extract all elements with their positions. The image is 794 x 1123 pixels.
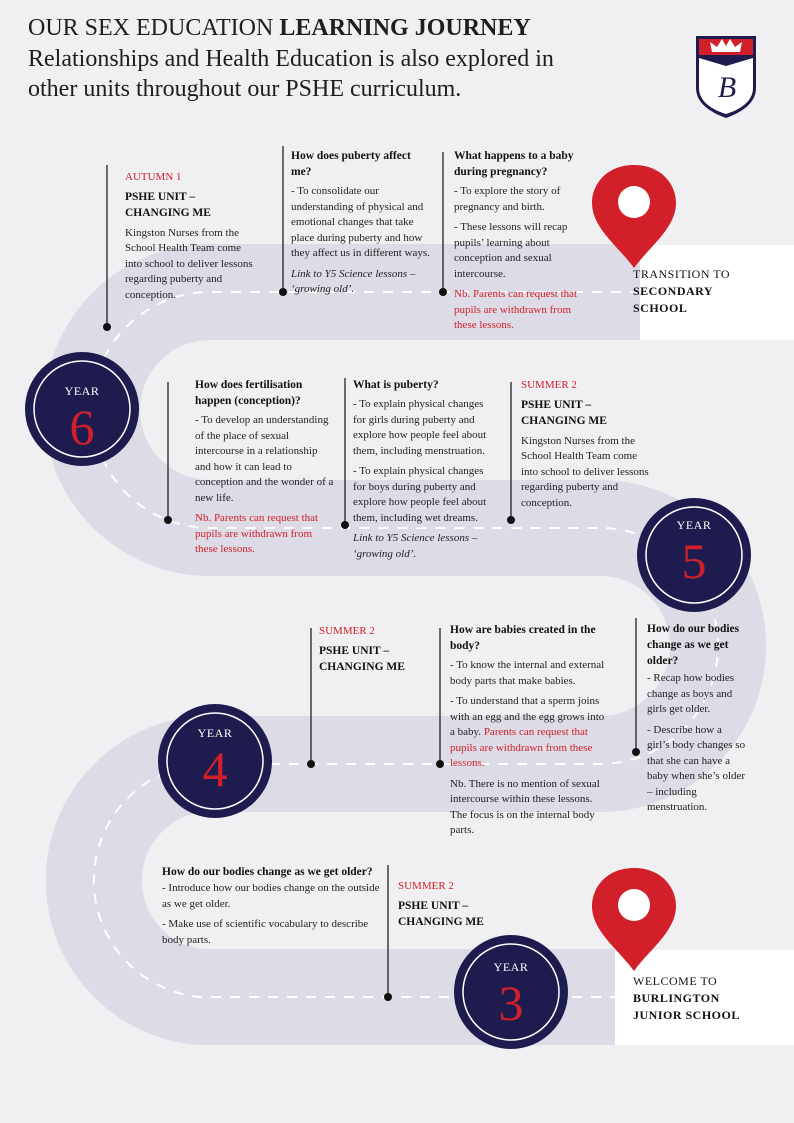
body-text: - To consolidate our understanding of physical and emotional changes that take place during puberty and how they affect us in different ways. bbox=[291, 185, 430, 259]
unit-title: PSHE UNIT – bbox=[319, 644, 390, 657]
y5-older-block bbox=[647, 621, 747, 816]
dest-line: BURLINGTON bbox=[633, 991, 720, 1005]
y4-summer-block bbox=[319, 624, 434, 675]
page-title bbox=[28, 14, 531, 43]
block-heading: What is puberty? bbox=[353, 379, 439, 391]
block-heading: How does fertilisation happen (conception)? bbox=[195, 379, 303, 407]
body-text: Nb. There is no mention of sexual intercourse within these lessons. The focus is on the internal body parts. bbox=[450, 777, 600, 836]
term-label: AUTUMN 1 bbox=[125, 171, 182, 183]
term-label: SUMMER 2 bbox=[319, 625, 375, 637]
year-number: 3 bbox=[498, 975, 524, 1031]
block-heading: How do our bodies change as we get older? bbox=[162, 866, 373, 878]
year-label: YEAR bbox=[676, 518, 712, 532]
dest-line: TRANSITION TO bbox=[633, 267, 731, 281]
body-text: - To explore the story of pregnancy and birth. bbox=[454, 185, 561, 213]
withdraw-note: Nb. Parents can request that pupils are withdrawn from these lessons. bbox=[454, 288, 578, 331]
y3-older-block bbox=[162, 864, 384, 948]
withdraw-note: Nb. Parents can request that pupils are withdrawn from these lessons. bbox=[195, 512, 319, 555]
body-text: - These lessons will recap pupils’ learning about conception and sexual intercourse. bbox=[454, 221, 568, 280]
title-regular: OUR SEX EDUCATION bbox=[28, 15, 280, 41]
unit-title: CHANGING ME bbox=[521, 414, 607, 427]
science-link: Link to Y5 Science lessons – ‘growing old’. bbox=[291, 267, 416, 295]
dest-line: JUNIOR SCHOOL bbox=[633, 1008, 740, 1022]
unit-title: PSHE UNIT – bbox=[398, 899, 469, 912]
body-text: - Describe how a girl’s body changes so that she can have a baby when she’s older – including menstruation. bbox=[647, 723, 746, 813]
y5-summer-block bbox=[521, 378, 653, 511]
body-text: - To explain physical changes for girls during puberty and explore how people feel about them, including menstruation. bbox=[353, 398, 487, 457]
title-bold: LEARNING JOURNEY bbox=[279, 15, 531, 41]
subtitle-line-2: other units throughout our PSHE curriculum. bbox=[28, 76, 462, 102]
year-label: YEAR bbox=[64, 384, 100, 398]
y6-pregnancy-block bbox=[454, 148, 589, 334]
unit-title: CHANGING ME bbox=[319, 660, 405, 673]
dest-line: WELCOME TO bbox=[633, 974, 718, 988]
year-number: 5 bbox=[681, 533, 707, 589]
destination-welcome bbox=[633, 973, 740, 1024]
block-heading: How are babies created in the body? bbox=[450, 624, 596, 652]
body-text bbox=[450, 694, 610, 772]
year-label: YEAR bbox=[493, 960, 529, 974]
body-text: - To explain physical changes for boys during puberty and explore how people feel about them, including wet dreams. bbox=[353, 465, 487, 524]
year-number: 4 bbox=[202, 741, 228, 797]
y6-puberty-block bbox=[291, 148, 431, 298]
year-6-label bbox=[32, 384, 132, 453]
year-4-label bbox=[165, 726, 265, 795]
logo-letter: B bbox=[717, 71, 737, 104]
y3-summer-block bbox=[398, 879, 513, 930]
body-text: Kingston Nurses from the School Health Team come into school to deliver lessons regarding puberty and conception. bbox=[125, 226, 253, 301]
body-text: - Recap how bodies change as boys and girls get older. bbox=[647, 672, 735, 715]
body-text: - To know the internal and external body parts that make babies. bbox=[450, 659, 605, 687]
y5-what-puberty-block bbox=[353, 377, 493, 562]
year-5-label bbox=[644, 518, 744, 587]
unit-title: CHANGING ME bbox=[125, 206, 211, 219]
block-heading: How does puberty affect me? bbox=[291, 150, 411, 178]
block-heading: What happens to a baby during pregnancy? bbox=[454, 150, 574, 178]
year-3-label bbox=[461, 960, 561, 1029]
destination-transition bbox=[633, 266, 730, 317]
unit-title: PSHE UNIT – bbox=[521, 398, 592, 411]
dest-line: SECONDARY bbox=[633, 284, 714, 298]
block-heading: How do our bodies change as we get older? bbox=[647, 623, 740, 667]
y6-autumn-block bbox=[125, 170, 260, 303]
year-number: 6 bbox=[69, 399, 95, 455]
unit-title: CHANGING ME bbox=[398, 915, 484, 928]
body-text: - Make use of scientific vocabulary to describe body parts. bbox=[162, 918, 369, 946]
y6-fertilisation-block bbox=[195, 377, 335, 558]
withdraw-note: Parents can request that pupils are withdrawn from these lessons. bbox=[450, 726, 593, 769]
term-label: SUMMER 2 bbox=[398, 880, 454, 892]
body-text-plain: - To understand that a sperm joins with an egg and the egg grows into a baby. bbox=[450, 695, 605, 738]
body-text: - Introduce how our bodies change on the outside as we get older. bbox=[162, 882, 380, 910]
year-label: YEAR bbox=[197, 726, 233, 740]
term-label: SUMMER 2 bbox=[521, 379, 577, 391]
y4-babies-block bbox=[450, 622, 610, 839]
body-text: - To develop an understanding of the place of sexual intercourse in a relationship and how it can lead to conception and the wonder of a new life. bbox=[195, 414, 334, 504]
unit-title: PSHE UNIT – bbox=[125, 190, 196, 203]
science-link: Link to Y5 Science lessons – ‘growing old’. bbox=[353, 532, 478, 560]
subtitle-line-1: Relationships and Health Education is also explored in bbox=[28, 46, 554, 72]
dest-line: SCHOOL bbox=[633, 301, 688, 315]
body-text: Kingston Nurses from the School Health Team come into school to deliver lessons regarding puberty and conception. bbox=[521, 434, 649, 509]
